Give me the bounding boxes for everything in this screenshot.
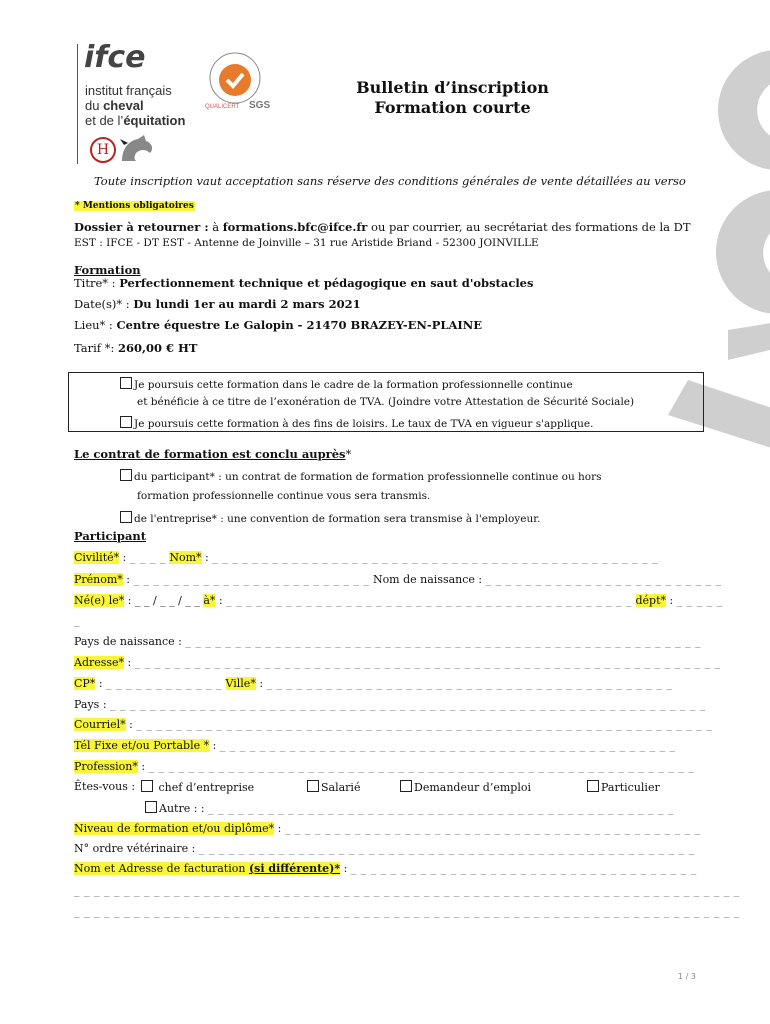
lieu-label: Lieu* : <box>74 318 117 332</box>
row-profession <box>74 760 694 773</box>
dossier-pre: à <box>208 220 223 234</box>
nom-label: Nom* <box>169 551 202 564</box>
civilite-field[interactable]: : _ _ _ _ <box>119 551 166 564</box>
pays-field[interactable]: _ _ _ _ _ _ _ _ _ _ _ _ _ _ _ _ _ _ _ _ _ _ _ _ _ _ _ _ _ _ _ _ _ _ _ _ _ _ _ _ _ _ _ _ _ _ _ _ _ _ _ _ _ _ _ _ _ _ _ _ <box>110 698 706 711</box>
titre-label: Titre* : <box>74 276 120 290</box>
row-prenom <box>74 573 722 586</box>
tarif-label: Tarif *: <box>74 341 119 355</box>
participant-heading: Participant <box>74 529 147 543</box>
tel-label: Tél Fixe et/ou Portable * <box>74 739 210 752</box>
statut-salarie[interactable] <box>307 780 360 794</box>
row-facturation <box>74 862 697 875</box>
lieu-value: Centre équestre Le Galopin - 21470 BRAZEY-EN-PLAINE <box>116 318 483 332</box>
contrat-entreprise-checkbox[interactable] <box>120 511 132 523</box>
courriel-field[interactable]: : _ _ _ _ _ _ _ _ _ _ _ _ _ _ _ _ _ _ _ _ _ _ _ _ _ _ _ _ _ _ _ _ _ _ _ _ _ _ _ _ _ _ _ _ _ _ _ _ _ _ _ _ _ _ _ _ _ _ <box>125 718 713 731</box>
niveau-label: Niveau de formation et/ou diplôme* <box>74 822 275 835</box>
dossier-line2: EST : IFCE - DT EST - Antenne de Joinville – 31 rue Aristide Briand - 52300 JOINVILLE <box>74 237 539 249</box>
option-loisirs-checkbox[interactable] <box>120 416 132 428</box>
dept-label: dépt* <box>635 594 667 607</box>
page-title <box>330 78 575 118</box>
prenom-field[interactable]: : _ _ _ _ _ _ _ _ _ _ _ _ _ _ _ _ _ _ _ _ _ _ _ _ <box>122 573 370 586</box>
nom-naissance-field[interactable]: _ _ _ _ _ _ _ _ _ _ _ _ _ _ _ _ _ _ _ _ _ _ _ _ <box>485 573 722 586</box>
option-loisirs-label: Je poursuis cette formation à des fins de loisirs. Le taux de TVA en vigueur s'applique. <box>134 418 594 430</box>
row-civilite <box>74 551 658 564</box>
autre-field[interactable]: _ _ _ _ _ _ _ _ _ _ _ _ _ _ _ _ _ _ _ _ _ _ _ _ _ _ _ _ _ _ _ _ _ _ _ _ _ _ _ _ _ _ _ _ _ _ _ <box>208 802 674 815</box>
title-line1: Bulletin d’inscription <box>356 78 549 97</box>
formation-dates <box>74 299 361 311</box>
haras-emblem <box>90 137 116 163</box>
pays-naissance-label: Pays de naissance : <box>74 635 182 648</box>
ville-field[interactable]: : _ _ _ _ _ _ _ _ _ _ _ _ _ _ _ _ _ _ _ _ _ _ _ _ _ _ _ _ _ _ _ _ _ _ _ _ _ _ _ _ _ <box>255 677 673 690</box>
particulier-label: Particulier <box>601 781 660 794</box>
option-pro-checkbox[interactable] <box>120 377 132 389</box>
formation-titre <box>74 278 533 290</box>
facturation-line2[interactable]: _ _ _ _ _ _ _ _ _ _ _ _ _ _ _ _ _ _ _ _ _ _ _ _ _ _ _ _ _ _ _ _ _ _ _ _ _ _ _ _ _ _ _ _ _ _ _ _ _ _ _ _ _ _ _ _ _ _ _ _ _ _ _ _ _ _ _ <box>74 884 740 897</box>
salarie-label: Salarié <box>321 781 361 794</box>
salarie-checkbox[interactable] <box>307 780 319 792</box>
dept-field[interactable]: : _ _ _ _ _ <box>666 594 723 607</box>
autre-checkbox[interactable] <box>145 801 157 813</box>
ifce-logo <box>72 40 202 165</box>
contrat-star: * <box>345 447 352 461</box>
contrat-entreprise[interactable] <box>120 511 540 525</box>
horse-icon <box>118 135 158 167</box>
adresse-label: Adresse* <box>74 656 125 669</box>
option-loisirs[interactable] <box>120 416 593 430</box>
dates-value: Du lundi 1er au mardi 2 mars 2021 <box>133 297 361 311</box>
row-tel <box>74 739 676 752</box>
facturation-sep: : <box>340 862 351 875</box>
contrat-participant-line2: formation professionnelle continue vous sera transmis. <box>137 490 431 502</box>
certification-badge <box>205 50 273 122</box>
row-niveau <box>74 822 701 835</box>
nom-field[interactable]: : _ _ _ _ _ _ _ _ _ _ _ _ _ _ _ _ _ _ _ _ _ _ _ _ _ _ _ _ _ _ _ _ _ _ _ _ _ _ _ _ _ _ _ _ _ <box>201 551 659 564</box>
tarif-value: 260,00 € HT <box>118 341 198 355</box>
pays-naissance-field[interactable]: _ _ _ _ _ _ _ _ _ _ _ _ _ _ _ _ _ _ _ _ _ _ _ _ _ _ _ _ _ _ _ _ _ _ _ _ _ _ _ _ _ _ _ _ _ _ _ _ _ _ _ _ <box>185 635 702 648</box>
dossier-email[interactable]: formations.bfc@ifce.fr <box>222 220 368 234</box>
logo-line2 <box>85 98 144 113</box>
cp-label: CP* <box>74 677 96 690</box>
dossier-line1 <box>74 222 691 234</box>
dept-overflow: _ <box>74 614 80 627</box>
contrat-heading <box>74 449 351 461</box>
ordre-label: N° ordre vétérinaire : <box>74 842 196 855</box>
dossier-rest: ou par courrier, au secrétariat des formations de la DT <box>367 220 691 234</box>
contrat-participant[interactable] <box>120 469 602 483</box>
logo-line2-pre: du <box>85 98 104 113</box>
option-formation-pro[interactable] <box>120 377 573 391</box>
etes-vous-label: Êtes-vous : <box>74 780 136 793</box>
contrat-entreprise-label: de l'entreprise* : une convention de formation sera transmise à l'employeur. <box>134 513 541 525</box>
logo-line3 <box>85 113 185 128</box>
row-naissance <box>74 594 723 607</box>
qualicert-label: QUALICERT <box>205 104 240 110</box>
row-courriel <box>74 718 712 731</box>
facturation-label: Nom et Adresse de facturation <box>74 862 246 875</box>
row-autre <box>145 801 674 815</box>
sgs-label: SGS <box>249 100 271 111</box>
formation-heading: Formation <box>74 263 141 277</box>
chef-checkbox[interactable] <box>141 780 153 792</box>
mandatory-note: * Mentions obligatoires <box>75 201 194 211</box>
logo-line2-bold: cheval <box>103 98 144 113</box>
facturation-line3[interactable]: _ _ _ _ _ _ _ _ _ _ _ _ _ _ _ _ _ _ _ _ _ _ _ _ _ _ _ _ _ _ _ _ _ _ _ _ _ _ _ _ _ _ _ _ _ _ _ _ _ _ _ _ _ _ _ _ _ _ _ _ _ _ _ _ _ _ _ <box>74 905 740 918</box>
dates-label: Date(s)* : <box>74 297 134 311</box>
lieu-naissance-field[interactable]: : _ _ _ _ _ _ _ _ _ _ _ _ _ _ _ _ _ _ _ _ _ _ _ _ _ _ _ _ _ _ _ _ _ _ _ _ _ _ _ _ _ <box>215 594 632 607</box>
demandeur-label: Demandeur d’emploi <box>414 781 531 794</box>
demandeur-checkbox[interactable] <box>400 780 412 792</box>
courriel-label: Courriel* <box>74 718 126 731</box>
row-statut <box>74 780 694 796</box>
option-pro-line2: et bénéficie à ce titre de l’exonération de TVA. (Joindre votre Attestation de Sécurité Sociale) <box>137 396 635 408</box>
ville-label: Ville* <box>225 677 256 690</box>
logo-divider <box>77 44 78 164</box>
autre-label: Autre : : <box>159 802 205 815</box>
logo-line3-bold: équitation <box>123 113 186 128</box>
facturation-field[interactable]: _ _ _ _ _ _ _ _ _ _ _ _ _ _ _ _ _ _ _ _ _ _ _ _ _ _ _ _ _ _ _ _ _ _ _ <box>350 862 697 875</box>
dossier-label: Dossier à retourner : <box>74 220 209 234</box>
title-line2: Formation courte <box>374 98 531 117</box>
row-pays-naissance <box>74 635 701 648</box>
option-pro-line1: Je poursuis cette formation dans le cadre de la formation professionnelle continue <box>134 379 573 391</box>
nom-naissance-label: Nom de naissance : <box>372 573 483 586</box>
logo-line1: institut français <box>85 83 172 98</box>
page-number: 1 / 3 <box>678 972 696 981</box>
formation-tarif <box>74 343 197 355</box>
haras-emblem-letter: H <box>96 142 110 158</box>
contrat-heading-text: Le contrat de formation est conclu auprès <box>74 447 346 461</box>
particulier-checkbox[interactable] <box>587 780 599 792</box>
tel-field[interactable]: : _ _ _ _ _ _ _ _ _ _ _ _ _ _ _ _ _ _ _ _ _ _ _ _ _ _ _ _ _ _ _ _ _ _ _ _ _ _ _ _ _ _ _ _ _ _ <box>209 739 676 752</box>
profession-field[interactable]: : _ _ _ _ _ _ _ _ _ _ _ _ _ _ _ _ _ _ _ _ _ _ _ _ _ _ _ _ _ _ _ _ _ _ _ _ _ _ _ _ _ _ _ _ _ _ _ _ _ _ _ _ _ _ _ <box>137 760 695 773</box>
qualicert-icon <box>205 50 273 122</box>
statut-chef[interactable] <box>141 780 254 794</box>
row-cp-ville <box>74 677 672 690</box>
logo-brand: ifce <box>84 40 146 75</box>
ne-le-label: Né(e) le* <box>74 594 125 607</box>
row-pays <box>74 698 706 711</box>
profession-label: Profession* <box>74 760 138 773</box>
chef-label: chef d’entreprise <box>158 781 255 794</box>
logo-line3-pre: et de l’ <box>85 113 124 128</box>
pays-label: Pays : <box>74 698 107 711</box>
date-naissance-field[interactable]: : _ _ / _ _ / _ _ <box>127 594 200 607</box>
formation-lieu <box>74 320 482 332</box>
civilite-label: Civilité* <box>74 551 120 564</box>
ordre-field[interactable]: _ _ _ _ _ _ _ _ _ _ _ _ _ _ _ _ _ _ _ _ _ _ _ _ _ _ _ _ _ _ _ _ _ _ _ _ _ _ _ _ _ _ _ _ _ _ _ _ _ _ <box>198 842 695 855</box>
cp-field[interactable]: : _ _ _ _ _ _ _ _ _ _ _ _ <box>95 677 222 690</box>
row-ordre <box>74 842 695 855</box>
statut-demandeur[interactable] <box>400 780 531 794</box>
row-adresse <box>74 656 721 669</box>
titre-value: Perfectionnement technique et pédagogique en saut d'obstacles <box>119 276 534 290</box>
contrat-participant-line1: du participant* : un contrat de formation de formation professionnelle continue ou hors <box>134 471 602 483</box>
statut-particulier[interactable] <box>587 780 660 794</box>
terms-notice: Toute inscription vaut acceptation sans réserve des conditions générales de vente détaillées au verso <box>94 174 686 188</box>
prenom-label: Prénom* <box>74 573 123 586</box>
niveau-field[interactable]: : _ _ _ _ _ _ _ _ _ _ _ _ _ _ _ _ _ _ _ _ _ _ _ _ _ _ _ _ _ _ _ _ _ _ _ _ _ _ _ _ _ _ <box>274 822 701 835</box>
lieu-naissance-label: à* <box>203 594 216 607</box>
adresse-field[interactable]: : _ _ _ _ _ _ _ _ _ _ _ _ _ _ _ _ _ _ _ _ _ _ _ _ _ _ _ _ _ _ _ _ _ _ _ _ _ _ _ _ _ _ _ _ _ _ _ _ _ _ _ _ _ _ _ _ _ _ _ <box>124 656 721 669</box>
contrat-participant-checkbox[interactable] <box>120 469 132 481</box>
facturation-si: (si différente)* <box>248 862 341 875</box>
